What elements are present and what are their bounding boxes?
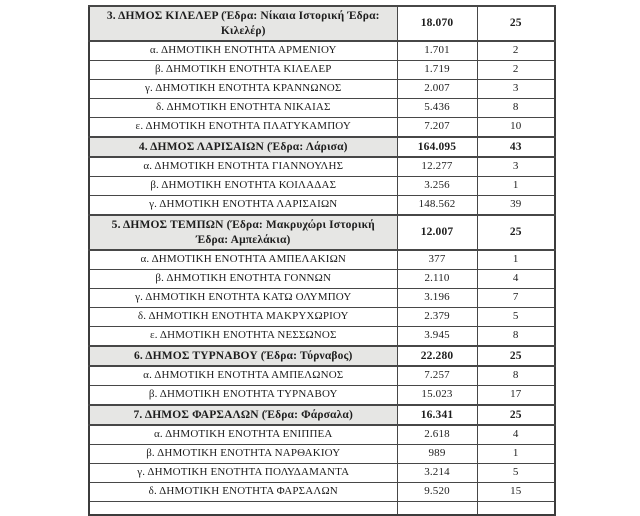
seats-cell: 3 [477,80,555,99]
name-cell: ε. ΔΗΜΟΤΙΚΗ ΕΝΟΤΗΤΑ ΠΛΑΤΥΚΑΜΠΟΥ [89,118,397,138]
seats-cell: 17 [477,386,555,406]
seats-cell: 15 [477,483,555,502]
seats-cell: 8 [477,327,555,347]
municipal-unit-row [89,464,555,483]
name-cell: β. ΔΗΜΟΤΙΚΗ ΕΝΟΤΗΤΑ ΚΟΙΛΑΔΑΣ [89,177,397,196]
municipalities-table [88,5,556,516]
municipality-row [89,6,555,41]
population-cell: 12.007 [397,215,477,250]
name-cell: δ. ΔΗΜΟΤΙΚΗ ΕΝΟΤΗΤΑ ΜΑΚΡΥΧΩΡΙΟΥ [89,308,397,327]
name-cell: α. ΔΗΜΟΤΙΚΗ ΕΝΟΤΗΤΑ ΑΡΜΕΝΙΟΥ [89,41,397,61]
municipal-unit-row [89,41,555,61]
seats-cell: 5 [477,308,555,327]
population-cell: 2.379 [397,308,477,327]
municipal-unit-row [89,483,555,502]
name-cell: α. ΔΗΜΟΤΙΚΗ ΕΝΟΤΗΤΑ ΑΜΠΕΛΑΚΙΩΝ [89,250,397,270]
municipality-row [89,137,555,157]
population-cell: 164.095 [397,137,477,157]
seats-cell: 4 [477,425,555,445]
municipal-unit-row [89,80,555,99]
seats-cell: 1 [477,250,555,270]
name-cell: α. ΔΗΜΟΤΙΚΗ ΕΝΟΤΗΤΑ ΕΝΙΠΠΕΑ [89,425,397,445]
population-cell: 9.520 [397,483,477,502]
name-cell: δ. ΔΗΜΟΤΙΚΗ ΕΝΟΤΗΤΑ ΝΙΚΑΙΑΣ [89,99,397,118]
seats-cell: 5 [477,464,555,483]
population-cell: 3.256 [397,177,477,196]
population-cell: 7.207 [397,118,477,138]
name-cell: γ. ΔΗΜΟΤΙΚΗ ΕΝΟΤΗΤΑ ΚΑΤΩ ΟΛΥΜΠΟΥ [89,289,397,308]
population-cell: 148.562 [397,196,477,216]
population-cell: 2.110 [397,270,477,289]
name-cell: 5. ΔΗΜΟΣ ΤΕΜΠΩΝ (Έδρα: Μακρυχώρι Ιστορική Έδρα: Αμπελάκια) [89,215,397,250]
seats-cell: 25 [477,346,555,366]
seats-cell: 8 [477,99,555,118]
population-cell: 3.196 [397,289,477,308]
name-cell: δ. ΔΗΜΟΤΙΚΗ ΕΝΟΤΗΤΑ ΦΑΡΣΑΛΩΝ [89,483,397,502]
seats-cell: 3 [477,157,555,177]
name-cell: α. ΔΗΜΟΤΙΚΗ ΕΝΟΤΗΤΑ ΓΙΑΝΝΟΥΛΗΣ [89,157,397,177]
municipal-unit-row [89,366,555,386]
municipal-unit-row [89,308,555,327]
population-cell: 989 [397,445,477,464]
municipal-unit-row [89,386,555,406]
seats-cell: 1 [477,177,555,196]
population-cell [397,502,477,516]
municipal-unit-row [89,270,555,289]
municipal-unit-row [89,99,555,118]
municipality-row [89,405,555,425]
population-cell: 12.277 [397,157,477,177]
name-cell: γ. ΔΗΜΟΤΙΚΗ ΕΝΟΤΗΤΑ ΚΡΑΝΝΩΝΟΣ [89,80,397,99]
seats-cell: 25 [477,215,555,250]
name-cell: 4. ΔΗΜΟΣ ΛΑΡΙΣΑΙΩΝ (Έδρα: Λάρισα) [89,137,397,157]
population-cell: 15.023 [397,386,477,406]
municipal-unit-row [89,289,555,308]
seats-cell: 2 [477,41,555,61]
seats-cell: 10 [477,118,555,138]
seats-cell: 25 [477,405,555,425]
municipal-unit-row [89,61,555,80]
municipal-unit-row [89,445,555,464]
name-cell: ε. ΔΗΜΟΤΙΚΗ ΕΝΟΤΗΤΑ ΝΕΣΣΩΝΟΣ [89,327,397,347]
municipal-unit-row [89,157,555,177]
seats-cell: 1 [477,445,555,464]
population-cell: 377 [397,250,477,270]
municipal-unit-row [89,177,555,196]
population-cell: 16.341 [397,405,477,425]
population-cell: 1.701 [397,41,477,61]
municipal-unit-row [89,118,555,138]
seats-cell: 7 [477,289,555,308]
seats-cell: 8 [477,366,555,386]
name-cell [89,502,397,516]
population-cell: 18.070 [397,6,477,41]
name-cell: γ. ΔΗΜΟΤΙΚΗ ΕΝΟΤΗΤΑ ΠΟΛΥΔΑΜΑΝΤΑ [89,464,397,483]
name-cell: 7. ΔΗΜΟΣ ΦΑΡΣΑΛΩΝ (Έδρα: Φάρσαλα) [89,405,397,425]
population-cell: 3.945 [397,327,477,347]
municipal-unit-row [89,196,555,216]
name-cell: β. ΔΗΜΟΤΙΚΗ ΕΝΟΤΗΤΑ ΓΟΝΝΩΝ [89,270,397,289]
seats-cell: 2 [477,61,555,80]
name-cell: β. ΔΗΜΟΤΙΚΗ ΕΝΟΤΗΤΑ ΚΙΛΕΛΕΡ [89,61,397,80]
seats-cell: 43 [477,137,555,157]
municipal-unit-row [89,327,555,347]
name-cell: 6. ΔΗΜΟΣ ΤΥΡΝΑΒΟΥ (Έδρα: Τύρναβος) [89,346,397,366]
population-cell: 7.257 [397,366,477,386]
name-cell: β. ΔΗΜΟΤΙΚΗ ΕΝΟΤΗΤΑ ΤΥΡΝΑΒΟΥ [89,386,397,406]
seats-cell: 4 [477,270,555,289]
population-cell: 3.214 [397,464,477,483]
name-cell: β. ΔΗΜΟΤΙΚΗ ΕΝΟΤΗΤΑ ΝΑΡΘΑΚΙΟΥ [89,445,397,464]
seats-cell: 25 [477,6,555,41]
name-cell: 3. ΔΗΜΟΣ ΚΙΛΕΛΕΡ (Έδρα: Νίκαια Ιστορική Έδρα: Κιλελέρ) [89,6,397,41]
population-cell: 22.280 [397,346,477,366]
population-cell: 2.007 [397,80,477,99]
population-cell: 2.618 [397,425,477,445]
name-cell: γ. ΔΗΜΟΤΙΚΗ ΕΝΟΤΗΤΑ ΛΑΡΙΣΑΙΩΝ [89,196,397,216]
population-cell: 1.719 [397,61,477,80]
seats-cell [477,502,555,516]
population-cell: 5.436 [397,99,477,118]
seats-cell: 39 [477,196,555,216]
municipal-unit-row [89,425,555,445]
municipal-unit-row [89,250,555,270]
municipalities-table-body [89,6,555,515]
cutoff-row [89,502,555,516]
municipality-row [89,346,555,366]
name-cell: α. ΔΗΜΟΤΙΚΗ ΕΝΟΤΗΤΑ ΑΜΠΕΛΩΝΟΣ [89,366,397,386]
municipality-row [89,215,555,250]
